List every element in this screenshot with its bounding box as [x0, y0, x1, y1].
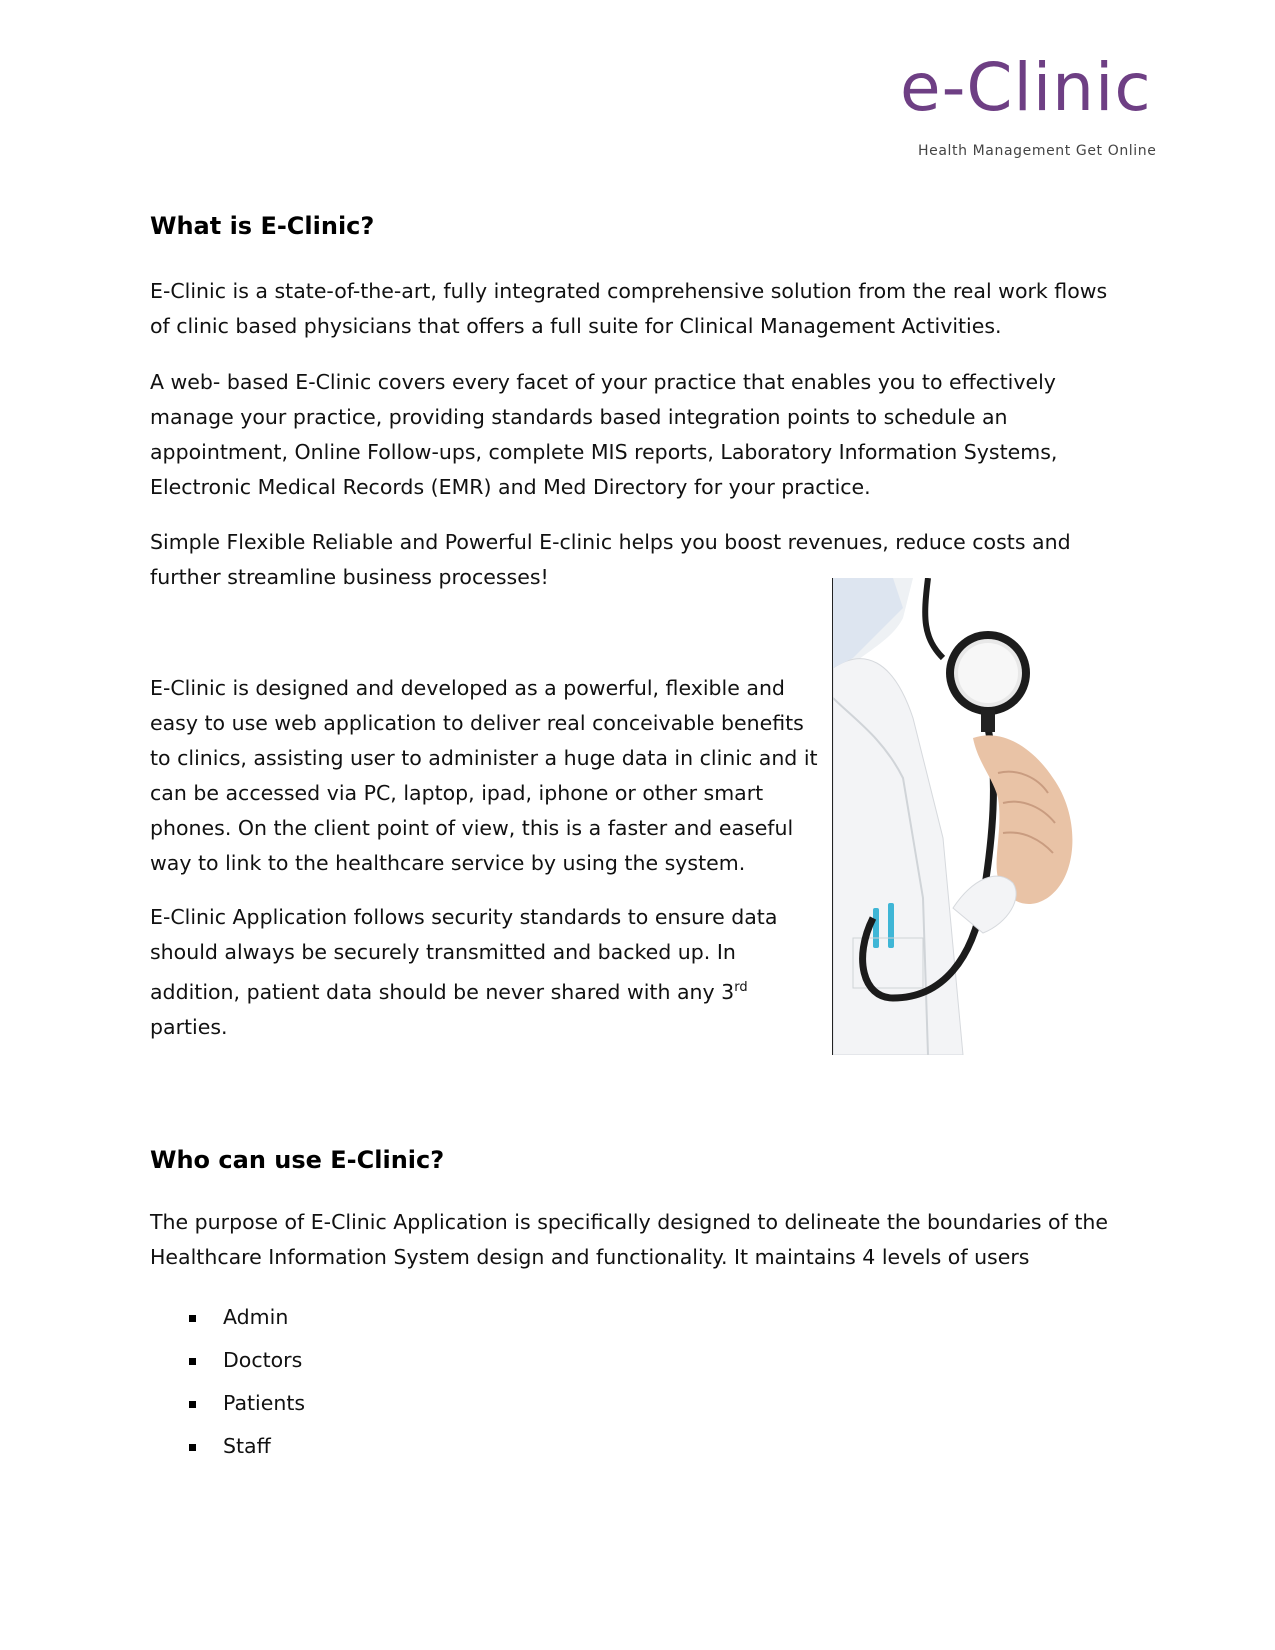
paragraph-security [150, 900, 820, 1045]
brand-logo [900, 48, 1200, 168]
logo-tagline: Health Management Get Online [918, 143, 1157, 159]
security-text-end: parties. [150, 1014, 228, 1039]
security-text: E-Clinic Application follows security standards to ensure data should always be securely transmitted and backed up. In addition, patient data should be never shared with any 3 [150, 905, 778, 1004]
paragraph-simple-flexible: Simple Flexible Reliable and Powerful E-clinic helps you boost revenues, reduce costs and further streamline business processes! [150, 530, 1071, 589]
user-roles-list [185, 1296, 305, 1468]
heading-who-can-use: Who can use E-Clinic? [150, 1146, 445, 1174]
logo-wordmark: e-Clinic [900, 49, 1152, 126]
paragraph-web-based: A web- based E-Clinic covers every facet of your practice that enables you to effectively manage your practice, providing standards based integration points to schedule an appointment, Online Follow-ups, complete MIS reports, Laboratory Information Systems, Electronic Medical Records (EMR) and Med Directory for your practice. [150, 370, 1058, 499]
doctor-stethoscope-image [833, 578, 1103, 1055]
paragraph-purpose: The purpose of E-Clinic Application is specifically designed to delineate the boundaries of the Healthcare Information System design and functionality. It maintains 4 levels of users [150, 1210, 1108, 1269]
doctor-illustration [833, 578, 1103, 1055]
list-item: Staff [185, 1425, 305, 1468]
heading-what-is: What is E-Clinic? [150, 212, 375, 240]
list-item: Admin [185, 1296, 305, 1339]
ordinal-suffix: rd [734, 980, 748, 995]
list-item: Patients [185, 1382, 305, 1425]
paragraph-intro: E-Clinic is a state-of-the-art, fully integrated comprehensive solution from the real work flows of clinic based physicians that offers a full suite for Clinical Management Activities. [150, 279, 1108, 338]
paragraph-designed: E-Clinic is designed and developed as a powerful, flexible and easy to use web application to deliver real conceivable benefits to clinics, assisting user to administer a huge data in clinic and it can be accessed via PC, laptop, ipad, iphone or other smart phones. On the client point of view, this is a faster and easeful way to link to the healthcare service by using the system. [150, 676, 818, 875]
list-item: Doctors [185, 1339, 305, 1382]
